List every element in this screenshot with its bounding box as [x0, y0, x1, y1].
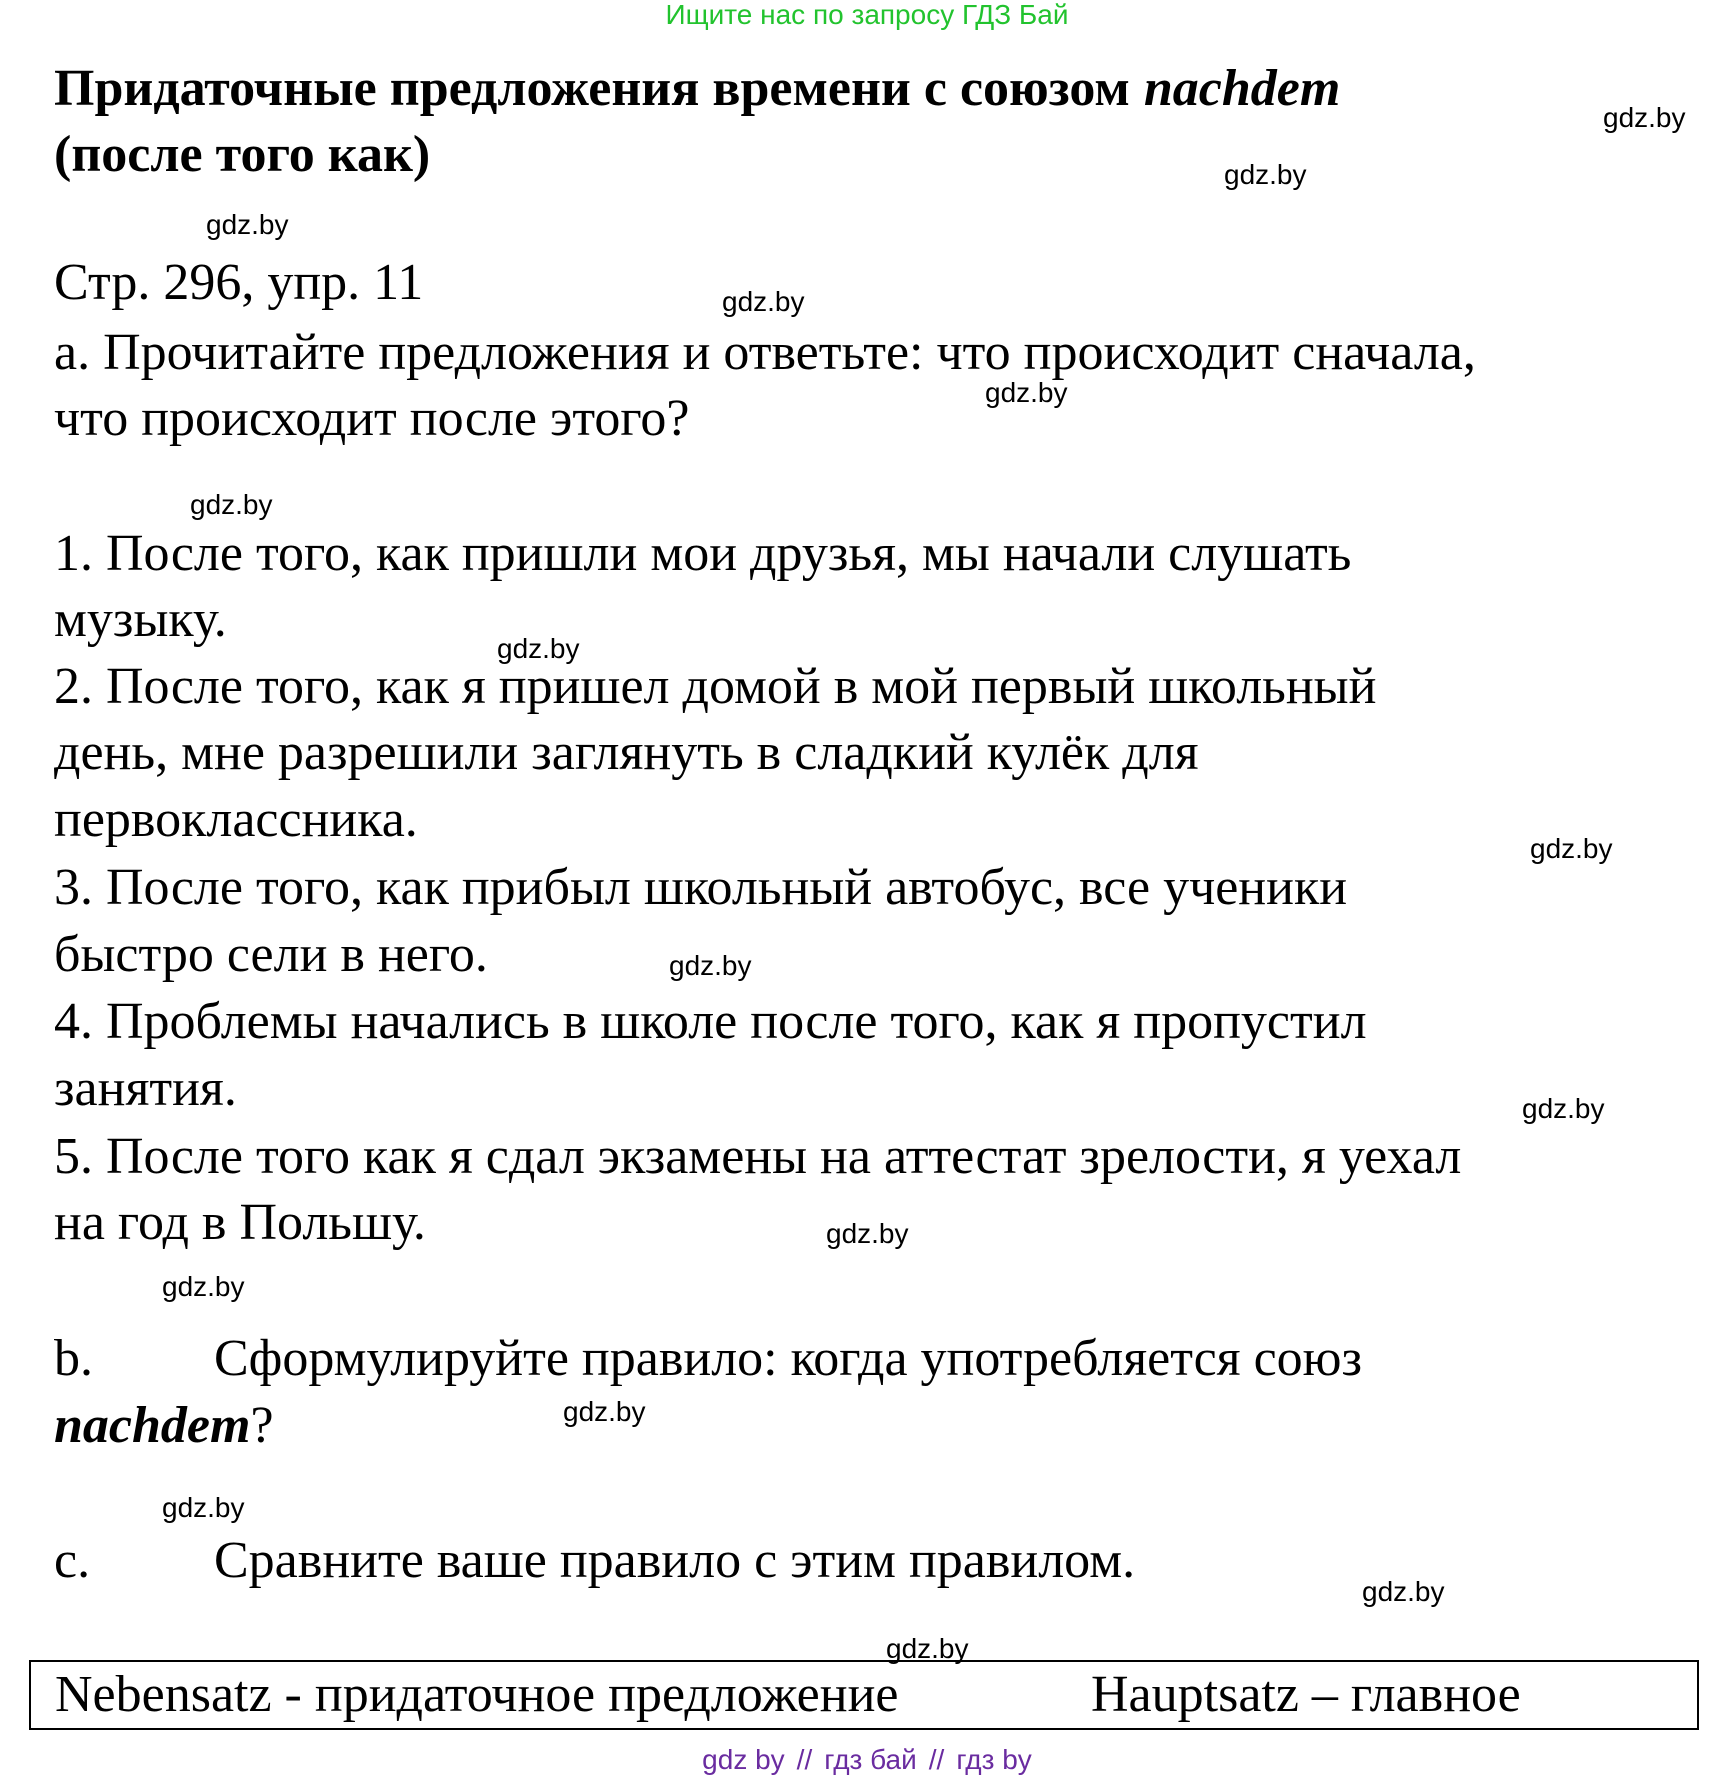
- watermark: gdz.by: [497, 633, 580, 664]
- footer-link[interactable]: гдз бай: [824, 1744, 917, 1775]
- watermark: gdz.by: [886, 1633, 969, 1664]
- sentence-4-line-2: занятия.: [54, 1060, 237, 1117]
- task-c-letter: c.: [54, 1532, 91, 1589]
- task-c-line: [54, 1528, 1135, 1594]
- footer-link[interactable]: гдз by: [956, 1744, 1032, 1775]
- rule-box: [29, 1660, 1699, 1730]
- watermark: gdz.by: [162, 1492, 245, 1523]
- task-b-line-1: [54, 1326, 1362, 1392]
- rule-box-left: Nebensatz - придаточное предложение: [55, 1666, 899, 1723]
- watermark: gdz.by: [1362, 1576, 1445, 1607]
- watermark: gdz.by: [1530, 833, 1613, 864]
- sentence-2-line-1: 2. После того, как я пришел домой в мой первый школьный: [54, 658, 1377, 715]
- watermark: gdz.by: [563, 1396, 646, 1427]
- watermark: gdz.by: [206, 209, 289, 240]
- task-b-keyword: nachdem: [54, 1397, 251, 1454]
- sentence-4-line-1: 4. Проблемы начались в школе после того, как я пропустил: [54, 993, 1367, 1050]
- task-b-end: ?: [250, 1397, 274, 1454]
- sentence-1-line-1: 1. После того, как пришли мои друзья, мы начали слушать: [54, 525, 1352, 582]
- top-banner: Ищите нас по запросу ГДЗ Бай: [665, 0, 1069, 30]
- rule-box-right: Hauptsatz – главное: [1091, 1666, 1521, 1723]
- title-line-1: [54, 56, 1554, 122]
- watermark: gdz.by: [1522, 1093, 1605, 1124]
- sentence-2-line-2: день, мне разрешили заглянуть в сладкий кулёк для: [54, 724, 1199, 781]
- watermark: gdz.by: [190, 489, 273, 520]
- task-c-text: Сравните ваше правило с этим правилом.: [214, 1532, 1136, 1589]
- sentence-3-line-1: 3. После того, как прибыл школьный автобус, все ученики: [54, 859, 1348, 916]
- sentence-5-line-1: 5. После того как я сдал экзамены на аттестат зрелости, я уехал: [54, 1128, 1462, 1185]
- page-title: [54, 56, 1554, 188]
- title-line-2: (после того как): [54, 126, 431, 183]
- sentence-2-line-3: первоклассника.: [54, 791, 418, 848]
- footer-separator: //: [928, 1744, 945, 1775]
- page-reference: Стр. 296, упр. 11: [54, 254, 424, 311]
- footer-links: [0, 1744, 1734, 1776]
- watermark: gdz.by: [1224, 159, 1307, 190]
- task-a-line-2: что происходит после этого?: [54, 390, 690, 447]
- watermark: gdz.by: [826, 1218, 909, 1249]
- task-a-line-1: a. Прочитайте предложения и ответьте: что происходит сначала,: [54, 324, 1476, 381]
- watermark: gdz.by: [985, 377, 1068, 408]
- sentence-1-line-2: музыку.: [54, 591, 227, 648]
- footer-separator: //: [796, 1744, 813, 1775]
- task-b-line-2: [54, 1393, 274, 1459]
- footer-link[interactable]: gdz by: [702, 1744, 785, 1775]
- task-b-text: Сформулируйте правило: когда употребляется союз: [214, 1330, 1363, 1387]
- title-text: Придаточные предложения времени с союзом: [54, 60, 1130, 117]
- watermark: gdz.by: [1603, 102, 1686, 133]
- title-keyword: nachdem: [1143, 60, 1341, 117]
- sentence-5-line-2: на год в Польшу.: [54, 1194, 426, 1251]
- watermark: gdz.by: [669, 950, 752, 981]
- sentence-3-line-2: быстро сели в него.: [54, 926, 488, 983]
- task-b-letter: b.: [54, 1330, 93, 1387]
- watermark: gdz.by: [162, 1271, 245, 1302]
- watermark: gdz.by: [722, 286, 805, 317]
